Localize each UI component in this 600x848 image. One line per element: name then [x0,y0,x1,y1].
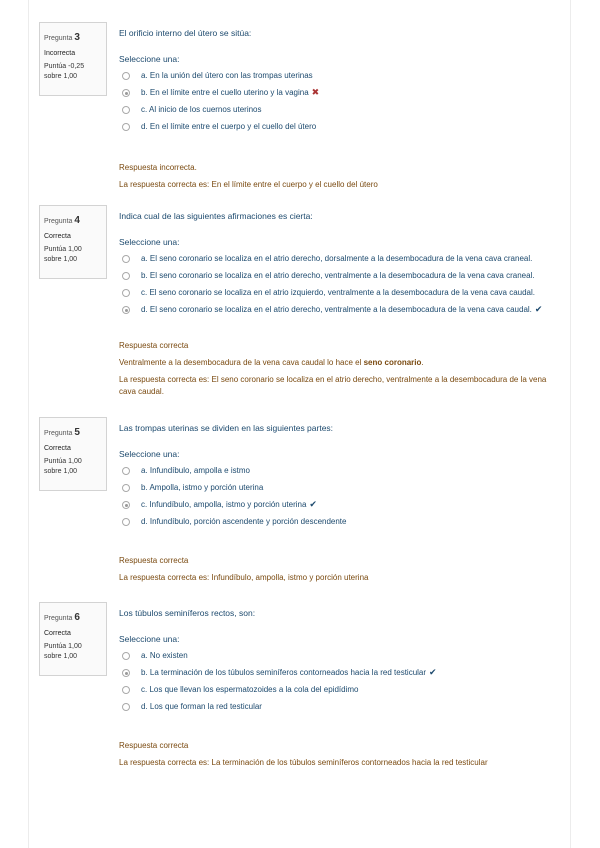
answer-prompt: Seleccione una: [119,449,180,459]
question-grade: Puntúa 1,00 sobre 1,00 [44,246,82,263]
question-info [39,22,107,96]
question-grade: Puntúa -0,25 sobre 1,00 [44,63,85,80]
page-edge-left [28,0,29,848]
correct-check-icon: ✔ [534,304,543,314]
answer-prompt: Seleccione una: [119,237,180,247]
answer-prompt: Seleccione una: [119,54,180,64]
radio-button[interactable] [122,72,130,80]
answer-list [119,647,559,715]
answer-option-d[interactable]: d. El seno coronario se localiza en el atrio derecho, ventralmente a la desembocadura de la vena cava caudal. ✔ [119,301,559,318]
question-content [119,417,559,589]
question-info [39,205,107,279]
radio-button[interactable] [122,467,130,475]
question-text: Indica cual de las siguientes afirmaciones es cierta: [119,211,313,221]
radio-button[interactable] [122,703,130,711]
radio-button[interactable] [122,289,130,297]
radio-button[interactable] [122,686,130,694]
incorrect-icon: ✖ [311,87,320,97]
feedback [119,162,559,191]
right-answer: La respuesta correcta es: El seno coronario se localiza en el atrio derecho, ventralmente a la desembocadura de la vena cava caudal. [119,375,547,396]
correct-check-icon: ✔ [309,499,317,509]
answer-list [119,462,559,530]
answer-option-c[interactable]: c. El seno coronario se localiza en el atrio izquierdo, ventralmente a la desembocadura de la vena cava caudal. [119,284,559,301]
answer-option-d[interactable]: d. Los que forman la red testicular [119,698,559,715]
radio-button-selected[interactable] [122,501,130,509]
correct-check-icon: ✔ [429,667,437,677]
radio-button[interactable] [122,123,130,131]
question-info [39,602,107,676]
question-state: Correcta [44,233,71,240]
question-number-label: Pregunta [44,218,73,225]
question-content [119,602,559,774]
question-number-label: Pregunta [44,430,73,437]
question-state: Correcta [44,630,71,637]
answer-option-d[interactable]: d. En el límite entre el cuerpo y el cuello del útero [119,118,559,135]
feedback-status: Respuesta incorrecta. [119,163,197,172]
answer-option-a[interactable]: a. Infundíbulo, ampolla e istmo [119,462,559,479]
radio-button-selected[interactable] [122,669,130,677]
question-content [119,22,559,196]
answer-option-a[interactable]: a. No existen [119,647,559,664]
radio-button[interactable] [122,484,130,492]
radio-button[interactable] [122,652,130,660]
feedback-status: Respuesta correcta [119,741,189,750]
question-state: Correcta [44,445,71,452]
question-number: 3 [74,32,80,43]
question-number-label: Pregunta [44,35,73,42]
answer-option-a[interactable]: a. En la unión del útero con las trompas uterinas [119,67,559,84]
general-feedback: Ventralmente a la desembocadura de la vena cava caudal lo hace el seno coronario. [119,358,424,367]
question-grade: Puntúa 1,00 sobre 1,00 [44,643,82,660]
question-text: Las trompas uterinas se dividen en las siguientes partes: [119,423,334,433]
question-info [39,417,107,491]
radio-button-selected[interactable] [122,89,130,97]
question-content [119,205,559,403]
page-edge-right [570,0,571,848]
right-answer: La respuesta correcta es: Infundíbulo, ampolla, istmo y porción uterina [119,573,369,582]
question-number: 6 [74,612,80,623]
question-number: 4 [74,215,80,226]
answer-option-b[interactable]: b. La terminación de los túbulos seminíferos contorneados hacia la red testicular ✔ [119,664,559,681]
question-state: Incorrecta [44,50,76,57]
answer-option-c[interactable]: c. Los que llevan los espermatozoides a la cola del epidídimo [119,681,559,698]
answer-list [119,250,559,318]
radio-button[interactable] [122,518,130,526]
question-grade: Puntúa 1,00 sobre 1,00 [44,458,82,475]
feedback-status: Respuesta correcta [119,341,189,350]
right-answer: La respuesta correcta es: La terminación de los túbulos seminíferos contorneados hacia la red testicular [119,758,488,767]
radio-button[interactable] [122,106,130,114]
answer-option-c[interactable]: c. Infundíbulo, ampolla, istmo y porción uterina ✔ [119,496,559,513]
answer-list [119,67,559,135]
feedback [119,555,559,584]
radio-button-selected[interactable] [122,306,130,314]
question-text: El orificio interno del útero se sitúa: [119,28,252,38]
answer-option-c[interactable]: c. Al inicio de los cuernos uterinos [119,101,559,118]
right-answer: La respuesta correcta es: En el límite entre el cuerpo y el cuello del útero [119,180,378,189]
question-number-label: Pregunta [44,615,73,622]
feedback [119,340,559,398]
question-text: Los túbulos seminíferos rectos, son: [119,608,256,618]
radio-button[interactable] [122,255,130,263]
feedback-status: Respuesta correcta [119,556,189,565]
question-number: 5 [74,427,80,438]
answer-option-b[interactable]: b. En el límite entre el cuello uterino y la vagina ✖ [119,84,559,101]
answer-option-d[interactable]: d. Infundíbulo, porción ascendente y porción descendente [119,513,559,530]
answer-option-b[interactable]: b. El seno coronario se localiza en el atrio derecho, ventralmente a la desembocadura de la vena cava craneal. [119,267,559,284]
answer-prompt: Seleccione una: [119,634,180,644]
answer-option-a[interactable]: a. El seno coronario se localiza en el atrio derecho, dorsalmente a la desembocadura de la vena cava craneal. [119,250,559,267]
answer-option-b[interactable]: b. Ampolla, istmo y porción uterina [119,479,559,496]
radio-button[interactable] [122,272,130,280]
feedback [119,740,559,769]
